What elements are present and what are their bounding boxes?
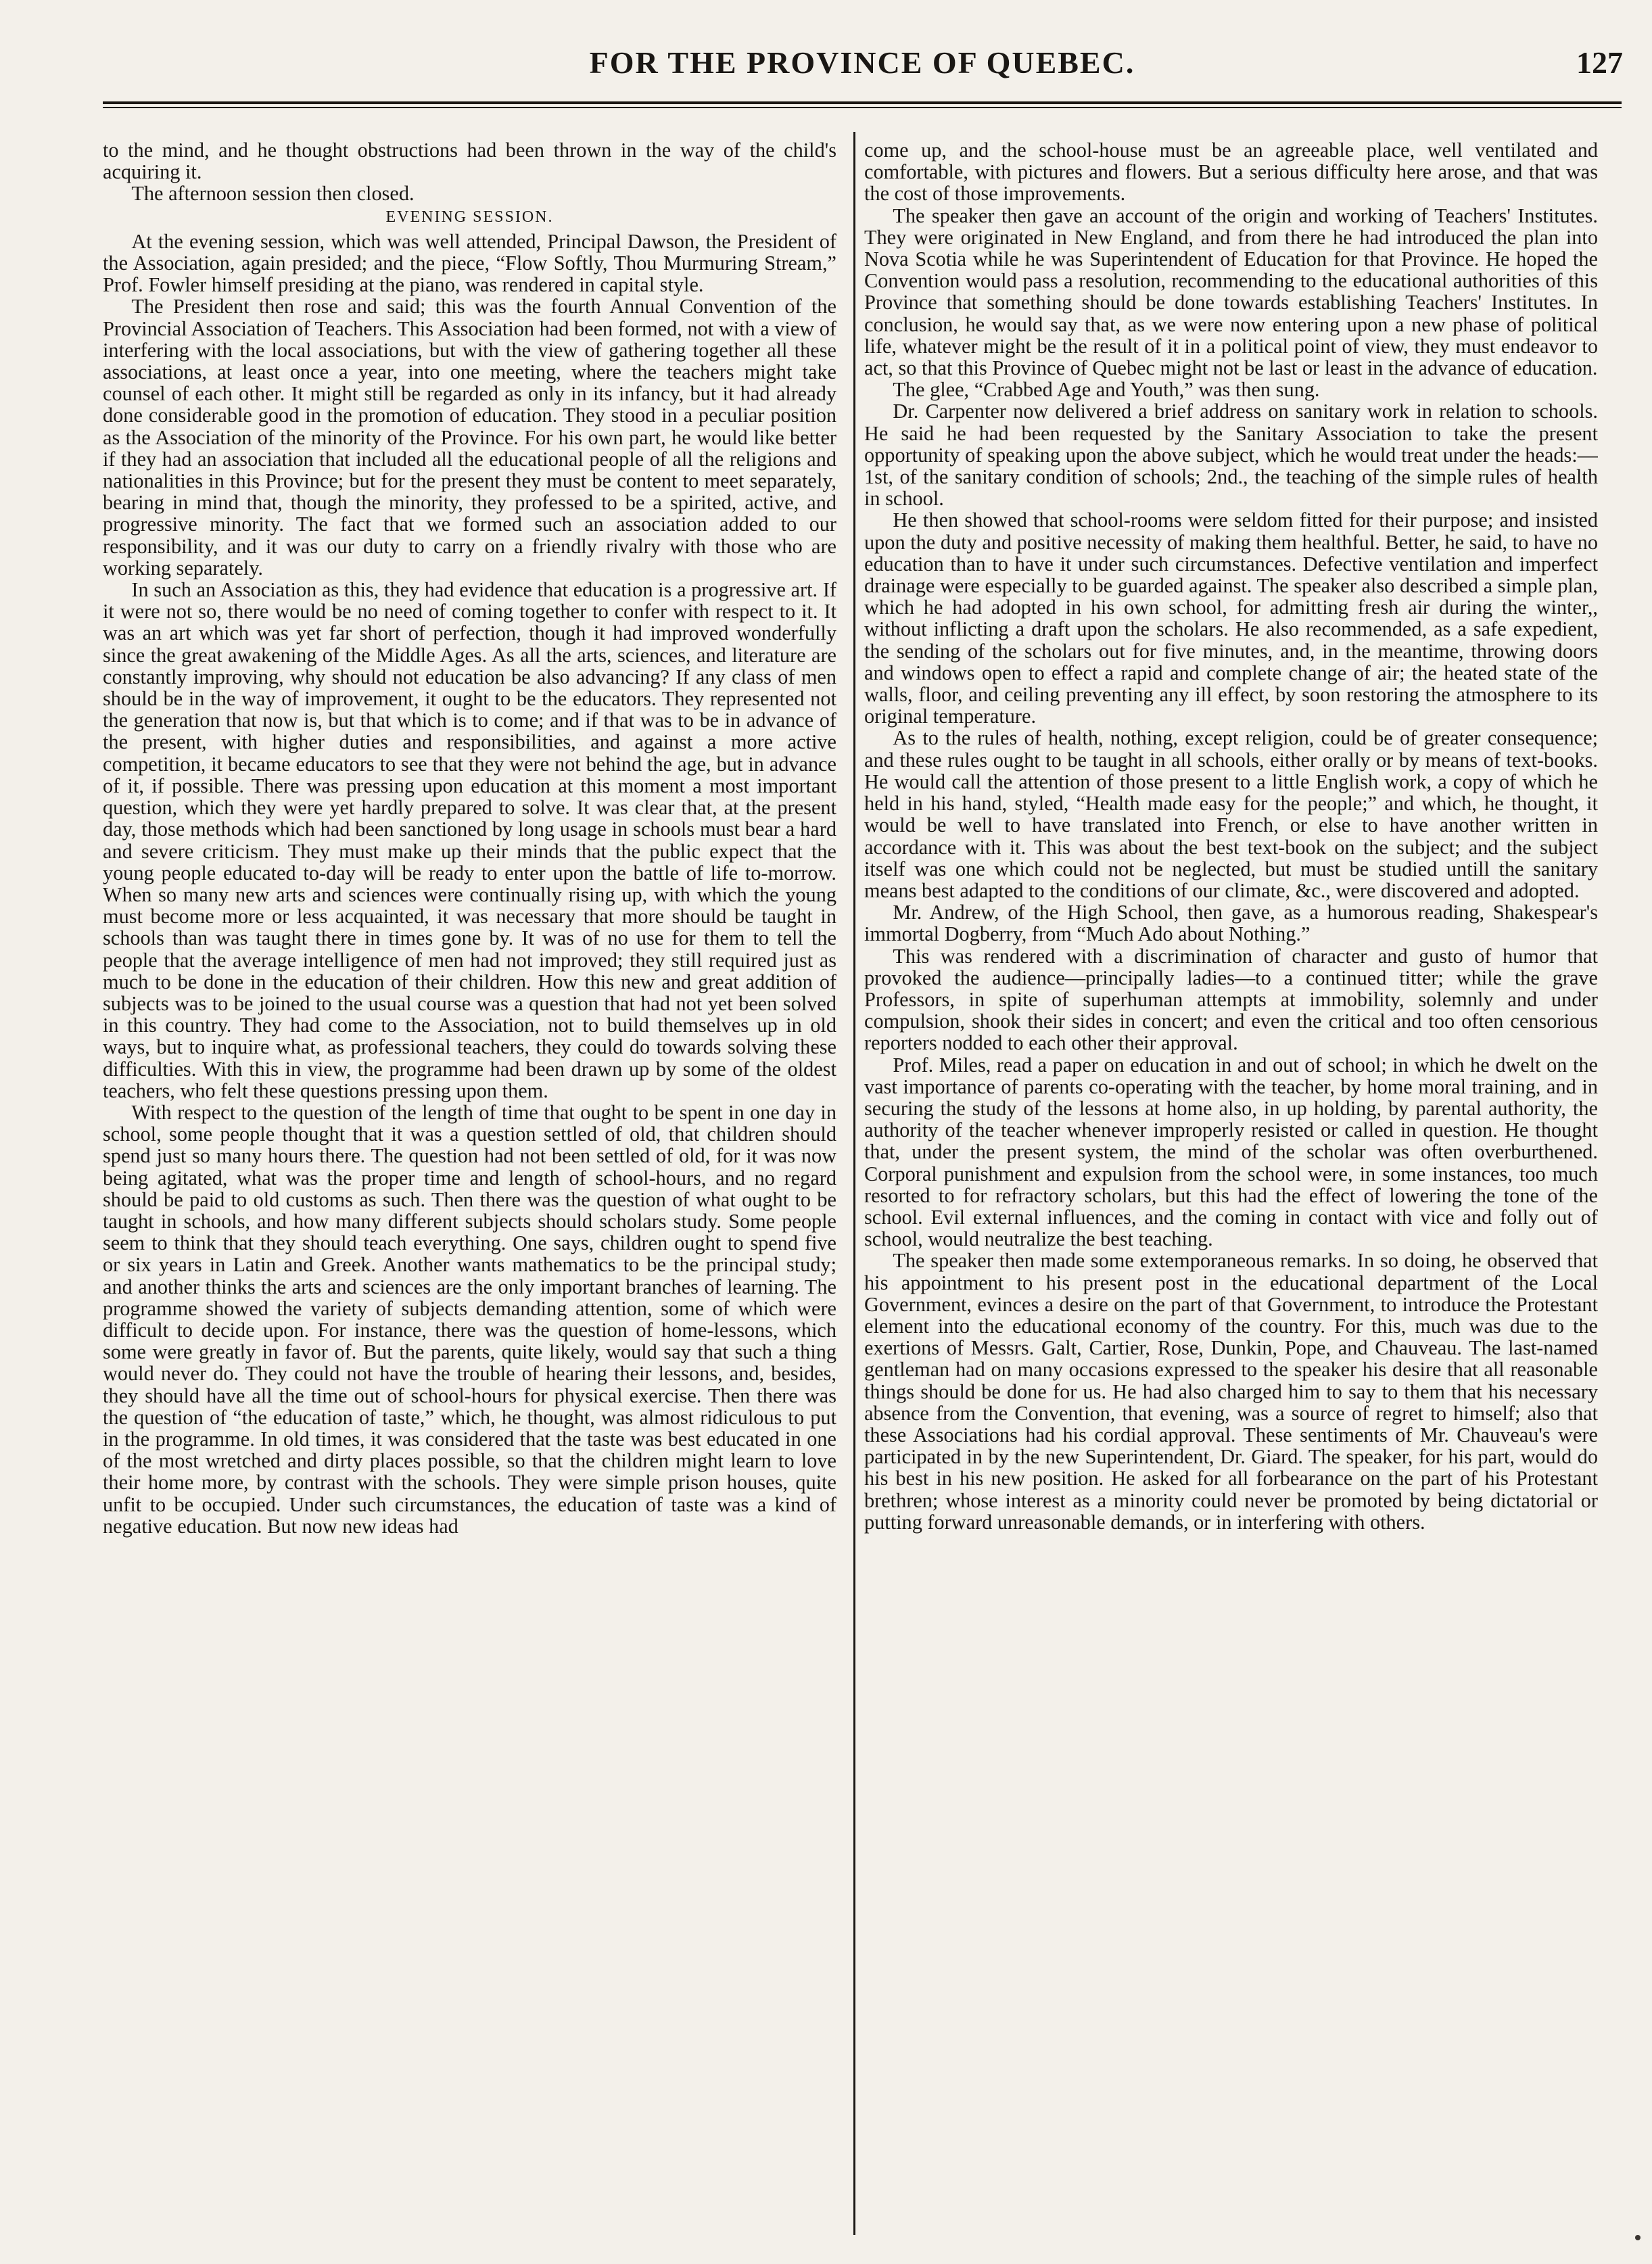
running-head: FOR THE PROVINCE OF QUEBEC. [589, 45, 1135, 80]
print-mark [1635, 2235, 1641, 2240]
paragraph: Mr. Andrew, of the High School, then gave, as a humorous reading, Shakespear's immortal Dogberry, from “Much Ado about Nothing.” [864, 901, 1598, 946]
header-rule-thick [103, 101, 1622, 104]
paragraph: This was rendered with a discrimination of character and gusto of humor that provoked the audience—principally ladies—to a continued titter; while the grave Professors, in spite of superhuman attempts at immobility, solemnly and under compulsion, shook their sides in concert; and even the critical and too often censorious reporters nodded to each other their approval. [864, 944, 1598, 1055]
section-heading: EVENING SESSION. [385, 208, 554, 226]
page-header [101, 42, 1623, 96]
right-column [864, 139, 1598, 2242]
column-divider [853, 132, 855, 2235]
paragraph: With respect to the question of the length of time that ought to be spent in one day in school, some people thought that it was a question settled of old, that children should spend just so many hours there. The question had not been settled of old, for it was now being agitated, what was the proper time and length of school-hours, and no regard should be paid to old customs as such. Then there was the question of what ought to be taught in schools, and how many different subjects should scholars study. Some people seem to think that they should teach everything. One says, children ought to spend five or six years in Latin and Greek. Another wants mathematics to be the principal study; and another thinks the arts and sciences are the only important branches of learning. The programme showed the variety of subjects demanding attention, some of which were difficult to decide upon. For instance, there was the question of home-lessons, which some were greatly in favor of. But the parents, quite likely, would say that such a thing would never do. They could not have the trouble of hearing their lessons, and, besides, they should have all the time out of school-hours for physical exercise. Then there was the question of “the education of taste,” which, he thought, was almost ridiculous to put in the programme. In old times, it was considered that the taste was best educated in one of the most wretched and dirty places possible, so that the children might learn to love their home more, by contrast with the schools. They were simple prison houses, quite unfit to be occupied. Under such circumstances, the education of taste was a kind of negative education. But now new ideas had [103, 1100, 836, 1538]
paragraph: The speaker then gave an account of the origin and working of Teachers' Institutes. They were originated in New England, and from there he had introduced the plan into Nova Scotia while he was Superintendent of Education for that Province. He hoped the Convention would pass a resolution, recommending to the educational authorities of this Province that something should be done towards establishing Teachers' Institutes. In conclusion, he would say that, as we were now entering upon a new phase of political life, whatever might be the result of it in a political point of view, they must endeavor to act, so that this Province of Quebec might not be last or least in the advance of education. [864, 204, 1598, 380]
header-rule-thin [103, 107, 1622, 108]
paragraph: The speaker then made some extemporaneous remarks. In so doing, he observed that his appointment to his present post in the educational department of the Local Government, evinces a desire on the part of that Government, to introduce the Protestant element into the educational economy of the country. For this, much was due to the exertions of Messrs. Galt, Cartier, Rose, Dunkin, Pope, and Chauveau. The last-named gentleman had on many occasions expressed to the speaker his desire that all reasonable things should be done for us. He had also charged him to say to them that his necessary absence from the Convention, that evening, was a source of regret to himself; also that these Associations had his cordial approval. These sentiments of Mr. Chauveau's were participated in by the new Superintendent, Dr. Giard. The speaker, for his part, would do his best in his new position. He asked for all forbearance on the part of his Protestant brethren; whose interest as a minority could never be promoted by being dictatorial or putting forward unreasonable demands, or in interfering with others. [864, 1249, 1598, 1534]
page-number: 127 [1576, 45, 1623, 80]
paragraph: At the evening session, which was well attended, Principal Dawson, the President of the Association, again presided; and the piece, “Flow Softly, Thou Murmuring Stream,” Prof. Fowler himself presiding at the piano, was rendered in capital style. [103, 229, 836, 297]
paragraph: Dr. Carpenter now delivered a brief address on sanitary work in relation to schools. He said he had been requested by the Sanitary Association to take the present opportunity of speaking upon the above subject, which he would treat under the heads:— 1st, of the sanitary condition of schools; 2nd., the teaching of the simple rules of health in school. [864, 400, 1598, 511]
paragraph: As to the rules of health, nothing, except religion, could be of greater consequence; and these rules ought to be taught in all schools, either orally or by means of text-books. He would call the attention of those present to a little English work, a copy of which he held in his hand, styled, “Health made easy for the people;” and which, he thought, it would be well to have translated into French, or else to have another written in accordance with it. This was about the best text-book on the subject; and the subject itself was one which could not be neglected, but must be studied untill the sanitary means best adapted to the conditions of our climate, &c., were discovered and adopted. [864, 726, 1598, 902]
paragraph: In such an Association as this, they had evidence that education is a progressive art. If it were not so, there would be no need of coming together to confer with respect to it. It was an art which was yet far short of perfection, though it had improved wonderfully since the great awakening of the Middle Ages. As all the arts, sciences, and literature are constantly improving, why should not education be also advancing? If any class of men should be in the way of improvement, it ought to be the educators. They represented not the generation that now is, but that which is to come; and if that was to be in advance of the present, with higher duties and responsibilities, and against a more active competition, it became educators to see that they were not behind the age, but in advance of it, if possible. There was pressing upon education at this moment a most important question, which they were yet hardly prepared to solve. It was clear that, at the present day, those methods which had been sanctioned by long usage in schools must bear a hard and severe criticism. They must make up their minds that the public expect that the young people educated to-day will be ready to enter upon the battle of life to-morrow. When so many new arts and sciences were continually rising up, with which the young must become more or less acquainted, it was necessary that more should be taught in schools than was taught there in times gone by. It was of no use for them to tell the people that the average intelligence of men had not improved; they still required just as much to be done in the education of their children. How this new and great addition of subjects was to be joined to the usual course was a question that had not yet been solved in this country. They had come to the Association, not to build themselves up in old ways, but to inquire what, as professional teachers, they could do towards solving these difficulties. With this in view, the programme had been drawn up by some of the oldest teachers, who felt these questions pressing upon them. [103, 578, 836, 1102]
paragraph: The President then rose and said; this was the fourth Annual Convention of the Provincial Association of Teachers. This Association had been formed, not with a view of interfering with the local associations, but with the view of gathering together all these associations, at least once a year, into one meeting, where the teachers might take counsel of each other. It might still be regarded as only in its infancy, but it had already done considerable good in the promotion of education. They stood in a peculiar position as the Association of the minority of the Province. For his own part, he would like better if they had an association that included all the educational people of all the religions and nationalities in this Province; but for the present they must be content to meet separately, bearing in mind that, though the minority, they professed to be a spirited, active, and progressive minority. The fact that we formed such an association added to our responsibility, and it was our duty to carry on a friendly rivalry with those who are working separately. [103, 295, 836, 580]
paragraph: come up, and the school-house must be an agreeable place, well ventilated and comfortable, with pictures and flowers. But a serious difficulty here arose, and that was the cost of those improvements. [864, 139, 1598, 206]
left-column [103, 139, 836, 2242]
paragraph: to the mind, and he thought obstructions had been thrown in the way of the child's acquiring it. [103, 139, 836, 184]
paragraph: The glee, “Crabbed Age and Youth,” was then sung. [893, 378, 1320, 402]
paragraph: The afternoon session then closed. [131, 182, 415, 206]
paragraph: He then showed that school-rooms were seldom fitted for their purpose; and insisted upon the duty and positive necessity of making them healthful. Better, he said, to have no education than to have it under such circumstances. Defective ventilation and imperfect drainage were especially to be guarded against. The speaker also described a simple plan, which he had adopted in his own school, for admitting fresh air during the winter,, without inflicting a draft upon the scholars. He also recommended, as a safe expedient, the sending of the scholars out for five minutes, and, in the meantime, throwing doors and windows open to effect a rapid and complete change of air; the heated state of the walls, floor, and ceiling preventing any ill effect, by soon restoring the atmosphere to its original temperature. [864, 509, 1598, 728]
paragraph: Prof. Miles, read a paper on education in and out of school; in which he dwelt on the vast importance of parents co-operating with the teacher, by home moral training, and in securing the study of the lessons at home also, in up holding, by parental authority, the authority of the teacher whenever improperly resisted or called in question. He thought that, under the present system, the mind of the scholar was often overburthened. Corporal punishment and expulsion from the school were, in some instances, too much resorted to for refractory scholars, but this had the effect of lowering the tone of the school. Evil external influences, and the coming in contact with vice and folly out of school, would neutralize the best teaching. [864, 1053, 1598, 1251]
